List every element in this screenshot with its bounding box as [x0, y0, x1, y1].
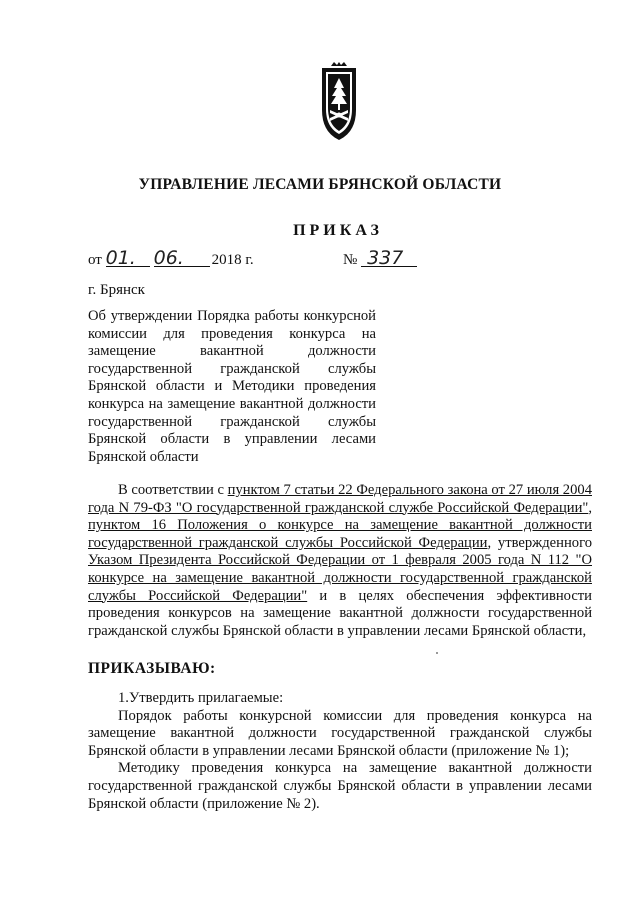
preamble [88, 482, 592, 640]
item-1: 1.Утвердить прилагаемые: [118, 690, 284, 706]
order-date [88, 247, 254, 269]
scan-speck [436, 652, 438, 654]
preamble-text-1: В соответствии с [118, 482, 228, 498]
preamble-text-3: , утвержденного [487, 534, 592, 551]
law-reference-link[interactable]: пунктом 7 статьи 22 Федерального закона от 27 июля 2004 года N 79-ФЗ "О государственной гражданской службе Российской Федерации" [88, 482, 592, 516]
decree-reference-link[interactable]: Указом Президента Российской Федерации от 1 февраля 2005 года N 112 "О конкурсе на замещение вакантной должности государственной гражданской службы Российской Федерации" [88, 552, 592, 604]
number-prefix: № [343, 252, 358, 268]
preamble-text-2: , [588, 499, 592, 516]
preamble-text-4: и в целях обеспечения эффективности проведения конкурсов на замещение вакантной должности государственной гражданской службы Брянской области в управлении лесами Брянской области, [88, 587, 592, 639]
order-number [343, 247, 417, 269]
date-prefix: от [88, 252, 102, 268]
order-subject: Об утверждении Порядка работы конкурсной комиссии для проведения конкурса на замещение вакантной должности государственной гражданской службы Брянской области и Методики проведения конкурса на замещение вакантной должности государственной гражданской службы Брянской области в управлении лесами Брянской области [88, 308, 376, 465]
bryansk-coat-of-arms-icon [314, 62, 364, 144]
date-year: 2018 г. [211, 252, 254, 268]
date-month-handwritten: 06. [154, 250, 210, 267]
city-name: г. Брянск [88, 282, 145, 298]
item-1b: Методику проведения конкурса на замещение вакантной должности государственной гражданской службы Брянской области в управлении лесами Брянской области (приложение № 2). [88, 760, 592, 812]
organization-name: УПРАВЛЕНИЕ ЛЕСАМИ БРЯНСКОЙ ОБЛАСТИ [138, 176, 502, 193]
document-type-title: ПРИКАЗ [293, 222, 383, 239]
order-directive: ПРИКАЗЫВАЮ: [88, 660, 216, 677]
number-handwritten: 337 [361, 250, 417, 267]
regulation-reference-link[interactable]: пунктом 16 Положения о конкурсе на замещение вакантной должности государственной гражданской службы Российской Федерации [88, 517, 592, 551]
order-items [88, 690, 592, 813]
item-1a: Порядок работы конкурсной комиссии для проведения конкурса на замещение вакантной должности государственной гражданской службы Брянской области в управлении лесами Брянской области (приложение № 1); [88, 707, 592, 759]
date-day-handwritten: 01. [106, 250, 150, 267]
